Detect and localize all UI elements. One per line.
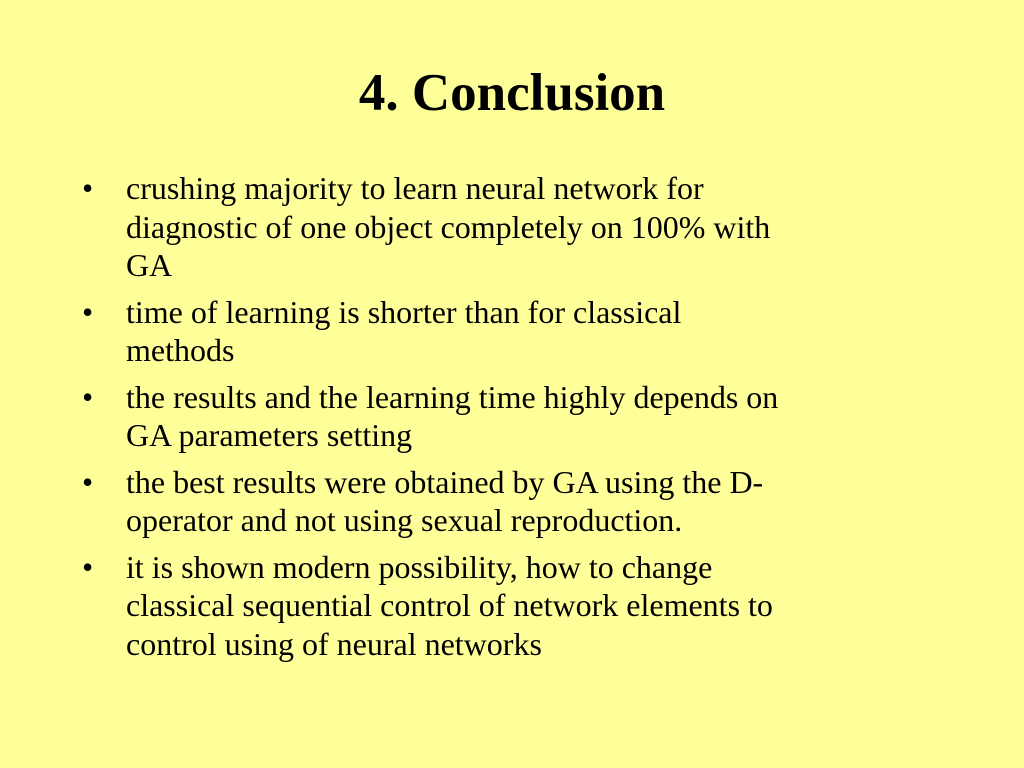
bullet-list bbox=[82, 169, 982, 671]
bullet-marker: • bbox=[82, 378, 94, 415]
bullet-text-line: the results and the learning time highly depends on bbox=[126, 378, 779, 415]
bullet-marker: • bbox=[82, 548, 94, 585]
slide-title: 4. Conclusion bbox=[358, 64, 666, 122]
bullet-text-line: time of learning is shorter than for classical bbox=[126, 293, 682, 330]
bullet-text-line: operator and not using sexual reproduction. bbox=[126, 502, 683, 538]
bullet-text-line: the best results were obtained by GA using the D- bbox=[126, 463, 764, 500]
bullet-text-line: it is shown modern possibility, how to change bbox=[126, 548, 713, 585]
bullet-text-line: methods bbox=[126, 332, 235, 368]
bullet-text-line: control using of neural networks bbox=[126, 625, 542, 662]
bullet-item-4 bbox=[82, 463, 982, 540]
bullet-text-line: diagnostic of one object completely on 100% with bbox=[126, 208, 771, 245]
bullet-item-2 bbox=[82, 293, 982, 370]
bullet-marker: • bbox=[82, 170, 94, 206]
bullet-item-5 bbox=[82, 548, 982, 664]
bullet-marker: • bbox=[82, 293, 94, 330]
bullet-text-line: GA parameters setting bbox=[126, 417, 413, 453]
bullet-item-3 bbox=[82, 378, 982, 455]
bullet-marker: • bbox=[82, 463, 94, 500]
bullet-text-line: GA bbox=[126, 247, 173, 283]
bullet-item-1 bbox=[82, 169, 982, 285]
bullet-text-line: classical sequential control of network elements to bbox=[126, 587, 773, 623]
bullet-text-line: crushing majority to learn neural network for bbox=[126, 170, 704, 206]
